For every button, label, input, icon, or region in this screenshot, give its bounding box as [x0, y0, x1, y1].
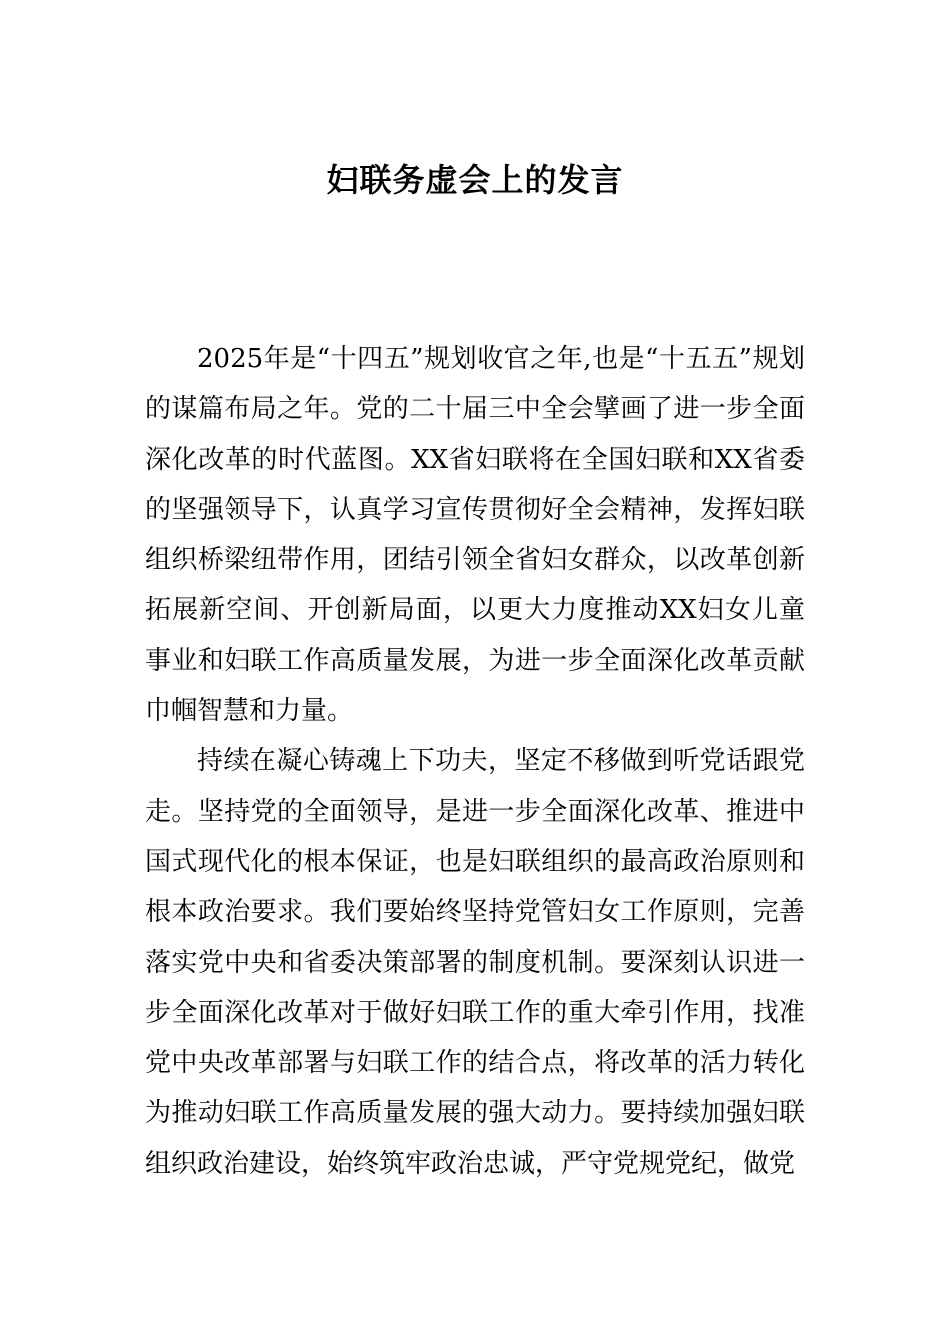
- paragraph-intro: 2025年是“十四五”规划收官之年,也是“十五五”规划的谋篇布局之年。党的二十届三中全会擘画了进一步全面深化改革的时代蓝图。XX省妇联将在全国妇联和XX省委的坚强领导下，认真学习宣传贯彻好全会精神，发挥妇联组织桥梁纽带作用，团结引领全省妇女群众，以改革创新拓展新空间、开创新局面，以更大力度推动XX妇女儿童事业和妇联工作高质量发展，为进一步全面深化改革贡献巾帼智慧和力量。: [145, 344, 805, 727]
- document-title: 妇联务虚会上的发言: [326, 161, 624, 199]
- paragraph-political-guidance: 持续在凝心铸魂上下功夫，坚定不移做到听党话跟党走。坚持党的全面领导，是进一步全面深化改革、推进中国式现代化的根本保证，也是妇联组织的最高政治原则和根本政治要求。我们要始终坚持党管妇女工作原则，完善落实党中央和省委决策部署的制度机制。要深刻认识进一步全面深化改革对于做好妇联工作的重大牵引作用，找准党中央改革部署与妇联工作的结合点，将改革的活力转化为推动妇联工作高质量发展的强大动力。要持续加强妇联组织政治建设，始终筑牢政治忠诚，严守党规党纪，做党: [145, 746, 805, 1179]
- document-body: [145, 334, 805, 1189]
